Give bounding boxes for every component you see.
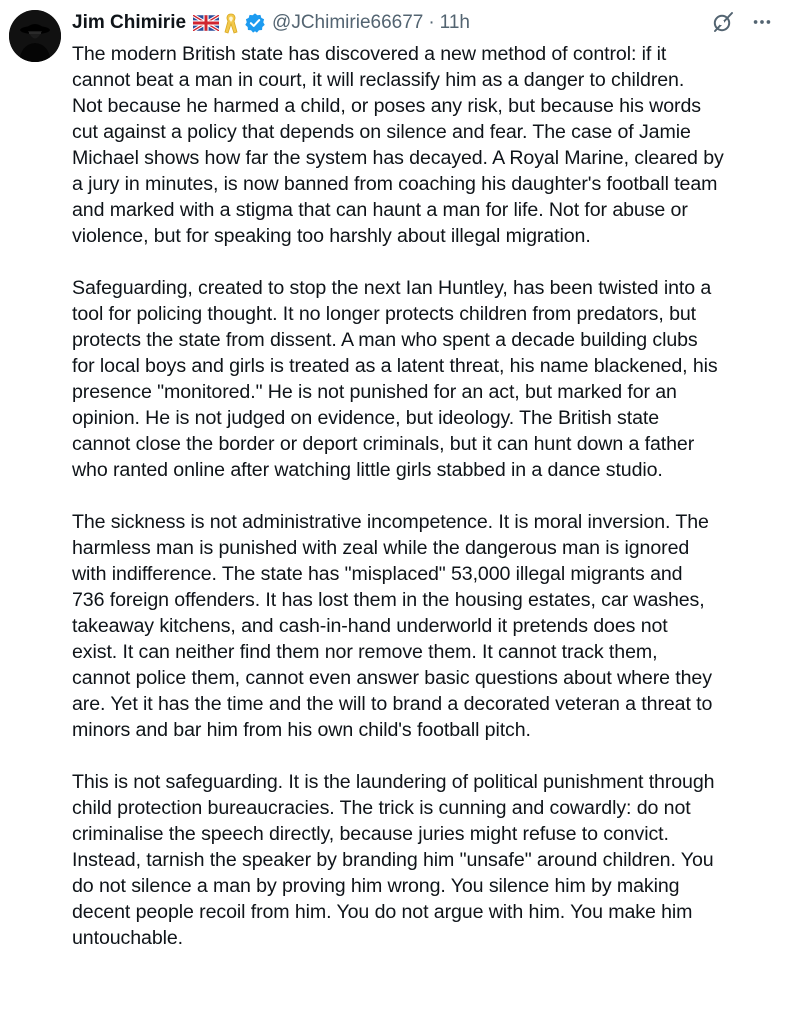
header-actions [711, 10, 773, 34]
separator-dot: · [428, 12, 435, 33]
display-name[interactable]: Jim Chimirie [72, 12, 187, 33]
tweet-header [72, 8, 773, 38]
more-options-icon[interactable] [751, 11, 773, 33]
tweet-paragraph-2: Safeguarding, created to stop the next Ian Huntley, has been twisted into a tool for policing thought. It no longer protects children from predators, but protects the state from dissent. A man who spent a decade building clubs for local boys and girls is treated as a latent threat, his name blackened, his presence "monitored." He is not punished for an act, but marked for an opinion. He is not judged on evidence, but ideology. The British state cannot close the border or deport criminals, but it can hunt down a father who ranted online after watching little girls stabbed in a dance studio. [72, 277, 718, 481]
tweet-paragraph-4: This is not safeguarding. It is the laundering of political punishment through child protection bureaucracies. The trick is cunning and cowardly: do not criminalise the speech directly, because juries might refuse to convict. Instead, tarnish the speaker by branding him "unsafe" around children. You do not silence a man by proving him wrong. You silence him by making decent people recoil from him. You do not argue with him. You make him untouchable. [72, 771, 715, 949]
avatar-silhouette-icon [9, 10, 61, 62]
uk-flag-icon [193, 15, 219, 31]
avatar[interactable] [9, 10, 61, 62]
tweet-paragraph-3: The sickness is not administrative incompetence. It is moral inversion. The harmless man is punished with zeal while the dangerous man is ignored with indifference. The state has "misplaced" 53,000 illegal migrants and 736 foreign offenders. It has lost them in the housing estates, car washes, takeaway kitchens, and cash-in-hand underworld it pretends does not exist. It can neither find them nor remove them. It cannot track them, cannot police them, cannot even answer basic questions about where they are. Yet it has the time and the will to brand a decorated veteran a threat to minors and bar him from his own child's football pitch. [72, 511, 713, 741]
yellow-ribbon-icon [224, 12, 238, 34]
handle[interactable]: @JChimirie66677 [272, 12, 424, 33]
grok-icon[interactable] [711, 10, 735, 34]
timestamp[interactable]: 11h [439, 12, 470, 33]
tweet-body [72, 41, 784, 951]
tweet-paragraph-1: The modern British state has discovered a new method of control: if it cannot beat a man in court, it will reclassify him as a danger to children. Not because he harmed a child, or poses any risk, but because his words cut against a policy that depends on silence and fear. The case of Jamie Michael shows how far the system has decayed. A Royal Marine, cleared by a jury in minutes, is now banned from coaching his daughter's football team and marked with a stigma that can haunt a man for life. Not for abuse or violence, but for speaking too harshly about illegal migration. [72, 43, 724, 247]
verified-badge-icon[interactable] [244, 12, 266, 34]
